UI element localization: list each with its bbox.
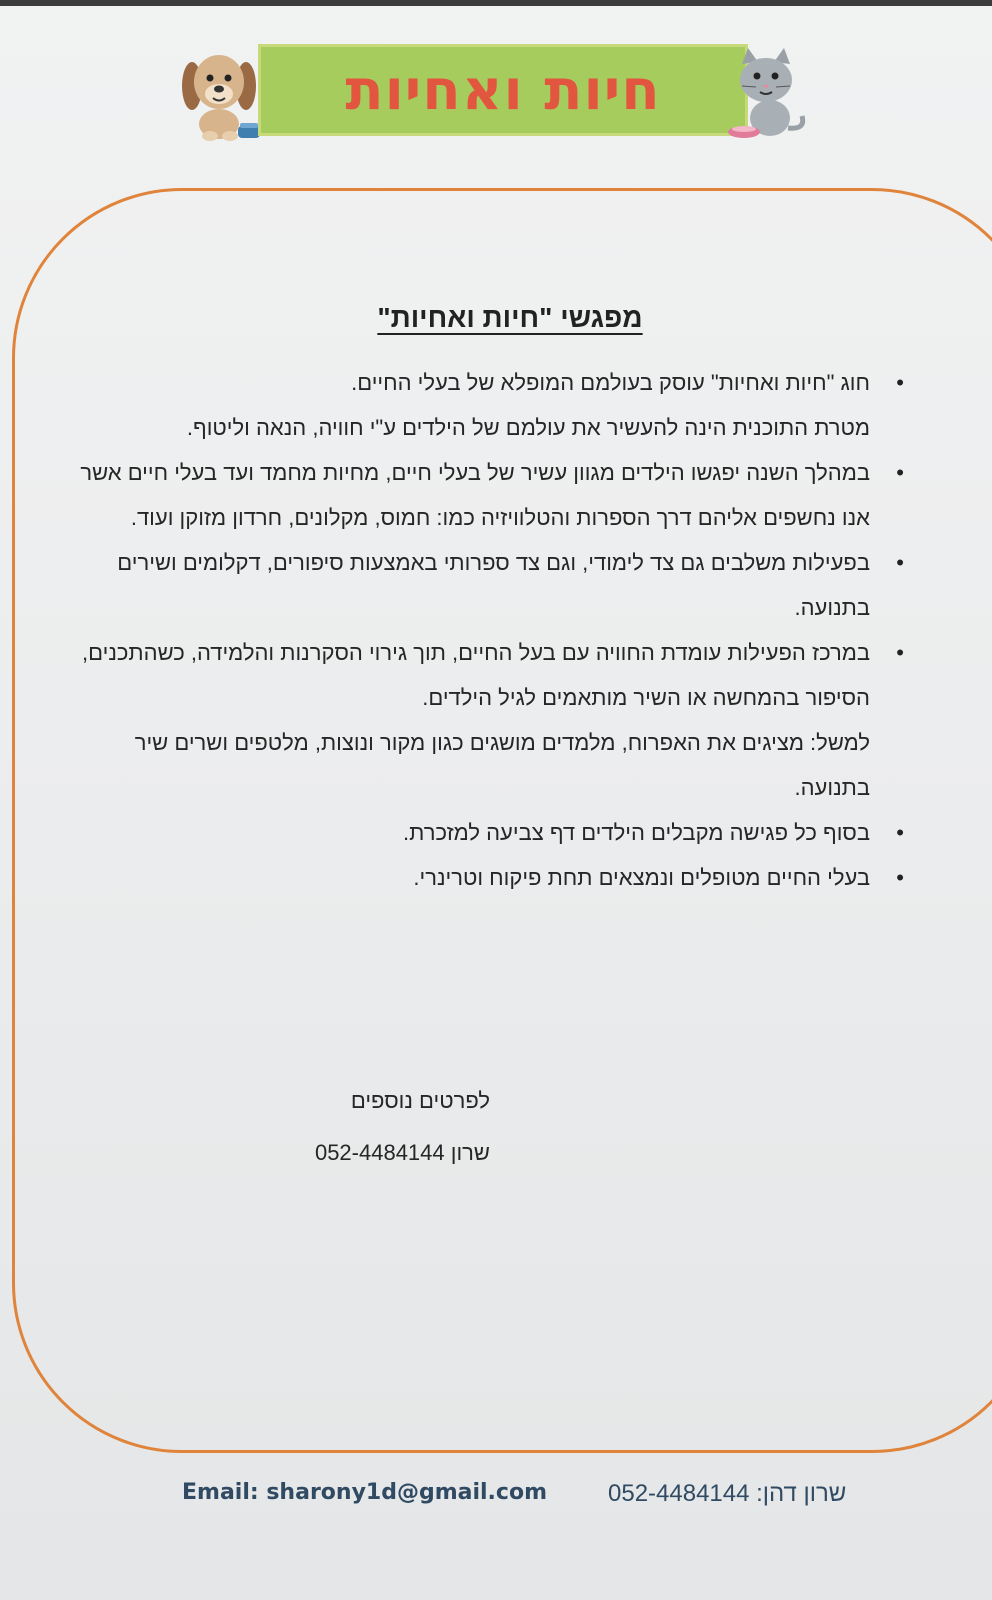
footer-email: Email: sharony1d@gmail.com bbox=[182, 1480, 547, 1505]
dog-icon bbox=[180, 46, 264, 142]
contact-phone-line: שרון 052-4484144 bbox=[314, 1140, 490, 1165]
list-item bbox=[60, 810, 870, 855]
description-list bbox=[60, 360, 900, 900]
list-item-text: • חוג "חיות ואחיות" עוסק בעולמם המופלא של בעלי החיים. bbox=[351, 370, 870, 395]
section-heading: מפגשי "חיות ואחיות" bbox=[377, 302, 643, 333]
list-item bbox=[60, 450, 870, 540]
cat-icon bbox=[726, 46, 806, 142]
list-item bbox=[60, 540, 870, 630]
list-item bbox=[60, 855, 870, 900]
list-item bbox=[60, 360, 870, 450]
details-label: לפרטים נוספים bbox=[350, 1088, 490, 1113]
list-item-text: • בסוף כל פגישה מקבלים הילדים דף צביעה למזכרת. bbox=[403, 820, 870, 845]
footer bbox=[0, 1480, 992, 1520]
contact-details bbox=[260, 1086, 490, 1168]
list-item-text: • במרכז הפעילות עומדת החוויה עם בעל החיים, תוך גירוי הסקרנות והלמידה, כשהתכנים, הסיפור בהמחשה או השיר מותאמים לגיל הילדים. bbox=[82, 640, 870, 710]
list-item bbox=[60, 630, 870, 810]
header-banner bbox=[258, 44, 748, 136]
list-item-text: • בעלי החיים מטופלים ונמצאים תחת פיקוח וטרינרי. bbox=[413, 865, 870, 890]
top-edge bbox=[0, 0, 992, 6]
list-item-text-cont: למשל: מציגים את האפרוח, מלמדים מושגים כגון מקור ונוצות, מלטפים ושרים שיר בתנועה. bbox=[134, 730, 870, 800]
list-item-text-cont: מטרת התוכנית הינה להעשיר את עולמם של הילדים ע"י חוויה, הנאה וליטוף. bbox=[186, 415, 870, 440]
banner-title: חיות ואחיות bbox=[345, 57, 661, 123]
footer-phone: שרון דהן: 052-4484144 bbox=[608, 1480, 847, 1507]
list-item-text: • בפעילות משלבים גם צד לימודי, וגם צד ספרותי באמצעות סיפורים, דקלומים ושירים בתנועה. bbox=[117, 550, 870, 620]
list-item-text: • במהלך השנה יפגשו הילדים מגוון עשיר של בעלי חיים, מחיות מחמד ועד בעלי חיים אשר אנו נחשפים אליהם דרך הספרות והטלוויזיה כמו: חמוס, מקלונים, חרדון מזוקן ועוד. bbox=[80, 460, 870, 530]
